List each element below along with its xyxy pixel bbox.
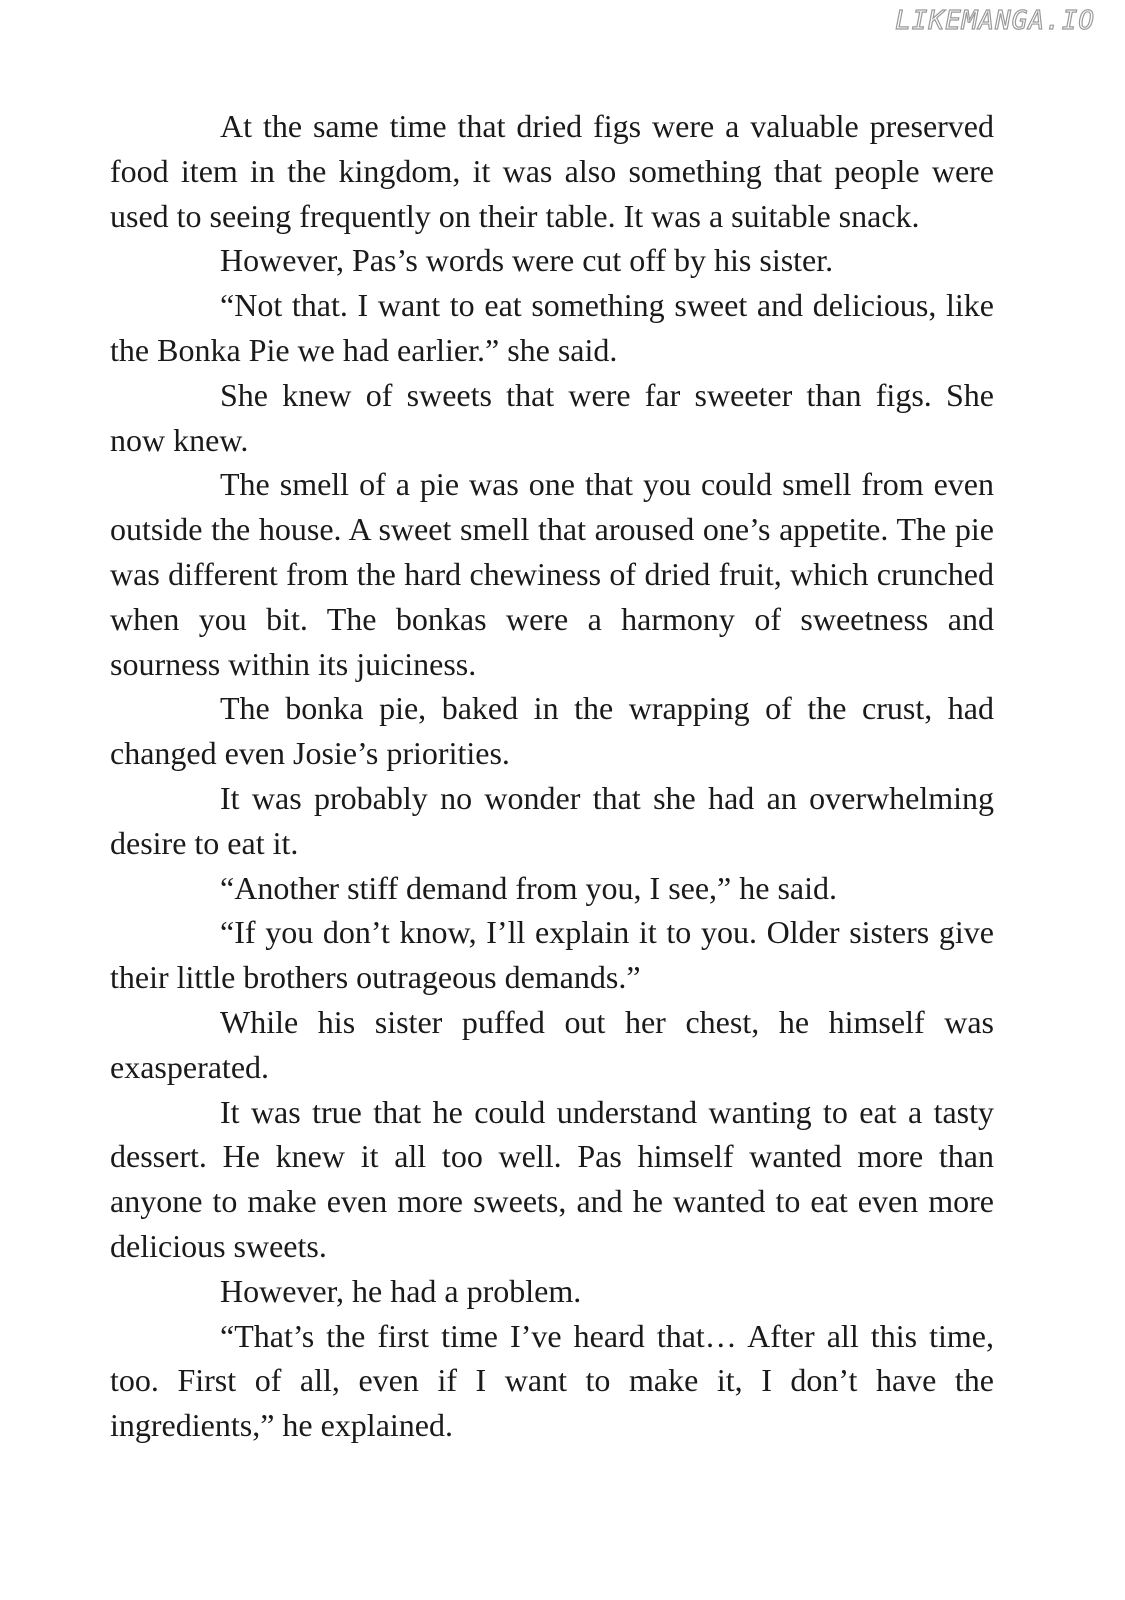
paragraph: “That’s the first time I’ve heard that… After all this time, too. First of all, even if I want to make it, I don’t have the ingredients,” he explained. [110,1317,994,1444]
paragraph: It was true that he could understand wanting to eat a tasty dessert. He knew it all too well. Pas himself wanted more than anyone to make even more sweets, and he wanted to eat even more delicious sweets. [110,1093,994,1264]
paragraph: “Another stiff demand from you, I see,” he said. [220,869,837,906]
paragraph: While his sister puffed out her chest, he himself was exasperated. [110,1003,994,1085]
paragraph: “If you don’t know, I’ll explain it to you. Older sisters give their little brothers outrageous demands.” [110,914,994,996]
paragraph: However, he had a problem. [220,1272,582,1309]
book-page-text [110,104,994,1448]
paragraph: It was probably no wonder that she had an overwhelming desire to eat it. [110,779,994,861]
site-watermark: LIKEMANGA.IO [895,6,1095,36]
paragraph: However, Pas’s words were cut off by his sister. [220,242,834,279]
paragraph: The bonka pie, baked in the wrapping of the crust, had changed even Josie’s priorities. [110,690,994,772]
paragraph: At the same time that dried figs were a valuable preserved food item in the kingdom, it was also something that people were used to seeing frequently on their table. It was a suitable snack. [110,108,994,234]
paragraph: The smell of a pie was one that you could smell from even outside the house. A sweet smell that aroused one’s appetite. The pie was different from the hard chewiness of dried fruit, which crunched when you bit. The bonkas were a harmony of sweetness and sourness within its juiciness. [110,466,994,682]
paragraph: “Not that. I want to eat something sweet and delicious, like the Bonka Pie we had earlier.” she said. [110,287,994,368]
paragraph: She knew of sweets that were far sweeter than figs. She now knew. [110,376,994,458]
